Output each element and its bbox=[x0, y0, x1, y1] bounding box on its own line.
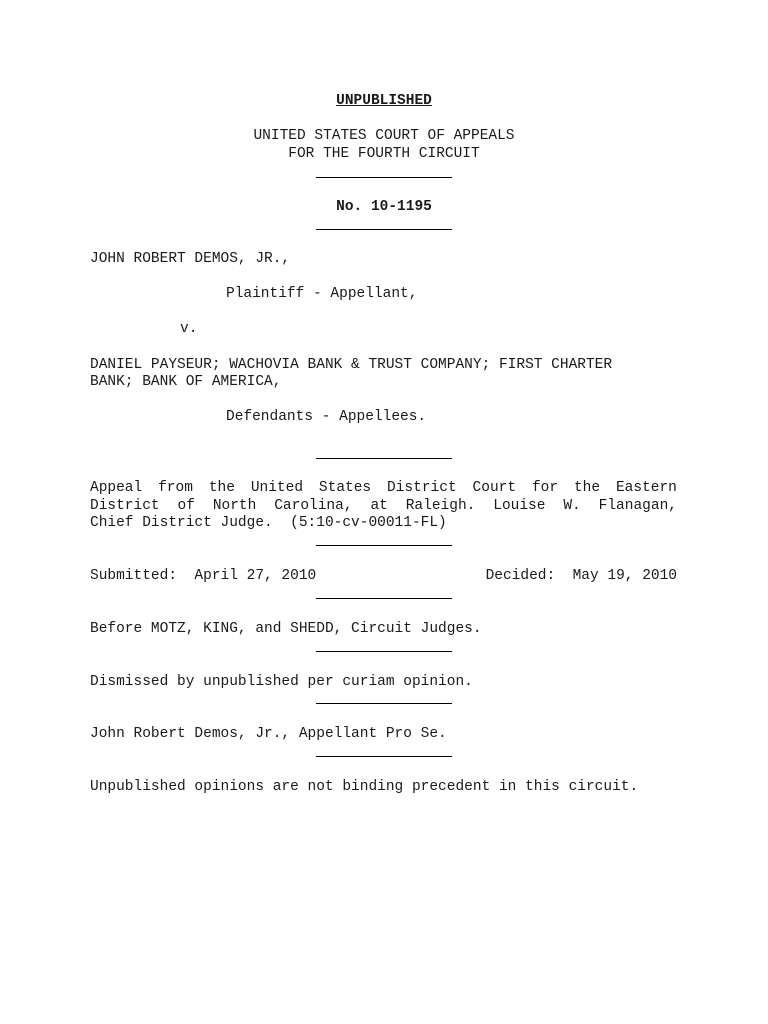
appeal-text-line3: Chief District Judge. (5:10-cv-00011-FL) bbox=[90, 515, 447, 531]
docket-number: No. 10-1195 bbox=[336, 199, 432, 215]
divider-rule bbox=[316, 756, 452, 757]
appeal-word: States bbox=[318, 480, 372, 496]
defendants-names-line1: DANIEL PAYSEUR; WACHOVIA BANK & TRUST COMPANY; FIRST CHARTER bbox=[90, 357, 613, 373]
appeal-word: of bbox=[177, 498, 195, 514]
appeal-text-line2 bbox=[90, 497, 677, 515]
defendants-names-line2: BANK; BANK OF AMERICA, bbox=[90, 374, 282, 390]
appeal-word: North bbox=[212, 498, 257, 514]
appeal-word: Eastern bbox=[615, 480, 677, 496]
panel-judges: Before MOTZ, KING, and SHEDD, Circuit Judges. bbox=[90, 621, 482, 637]
appeal-word: District bbox=[90, 498, 160, 514]
versus-label: v. bbox=[180, 321, 198, 337]
plaintiff-name: JOHN ROBERT DEMOS, JR., bbox=[90, 251, 291, 267]
appeal-word: W. bbox=[563, 498, 581, 514]
decided-date: Decided: May 19, 2010 bbox=[485, 568, 677, 584]
unpublished-heading: UNPUBLISHED bbox=[336, 93, 432, 109]
disposition: Dismissed by unpublished per curiam opinion. bbox=[90, 674, 473, 690]
divider-rule bbox=[316, 651, 452, 652]
defendants-role: Defendants - Appellees. bbox=[226, 409, 427, 425]
dates-row bbox=[90, 567, 677, 585]
appeal-word: Carolina, bbox=[274, 498, 353, 514]
appeal-word: United bbox=[250, 480, 304, 496]
appeal-word: from bbox=[158, 480, 193, 496]
appeal-word: District bbox=[387, 480, 457, 496]
plaintiff-role: Plaintiff - Appellant, bbox=[226, 286, 418, 302]
precedent-notice: Unpublished opinions are not binding precedent in this circuit. bbox=[90, 779, 639, 795]
appeal-word: at bbox=[370, 498, 388, 514]
divider-rule bbox=[316, 703, 452, 704]
appeal-word: the bbox=[208, 480, 235, 496]
divider-rule bbox=[316, 458, 452, 459]
appeal-word: Flanagan, bbox=[598, 498, 677, 514]
appeal-word: Raleigh. bbox=[405, 498, 476, 514]
submitted-date: Submitted: April 27, 2010 bbox=[90, 568, 317, 584]
appeal-word: Court bbox=[472, 480, 517, 496]
court-name-line1: UNITED STATES COURT OF APPEALS bbox=[253, 128, 515, 144]
divider-rule bbox=[316, 177, 452, 178]
divider-rule bbox=[316, 229, 452, 230]
appeal-word: Louise bbox=[493, 498, 546, 514]
divider-rule bbox=[316, 545, 452, 546]
appeal-word: the bbox=[573, 480, 601, 496]
divider-rule bbox=[316, 598, 452, 599]
appeal-text-line1 bbox=[90, 479, 677, 497]
appeal-word: for bbox=[531, 480, 559, 496]
court-name-line2: FOR THE FOURTH CIRCUIT bbox=[288, 146, 480, 162]
counsel: John Robert Demos, Jr., Appellant Pro Se. bbox=[90, 726, 447, 742]
appeal-word: Appeal bbox=[90, 480, 143, 496]
